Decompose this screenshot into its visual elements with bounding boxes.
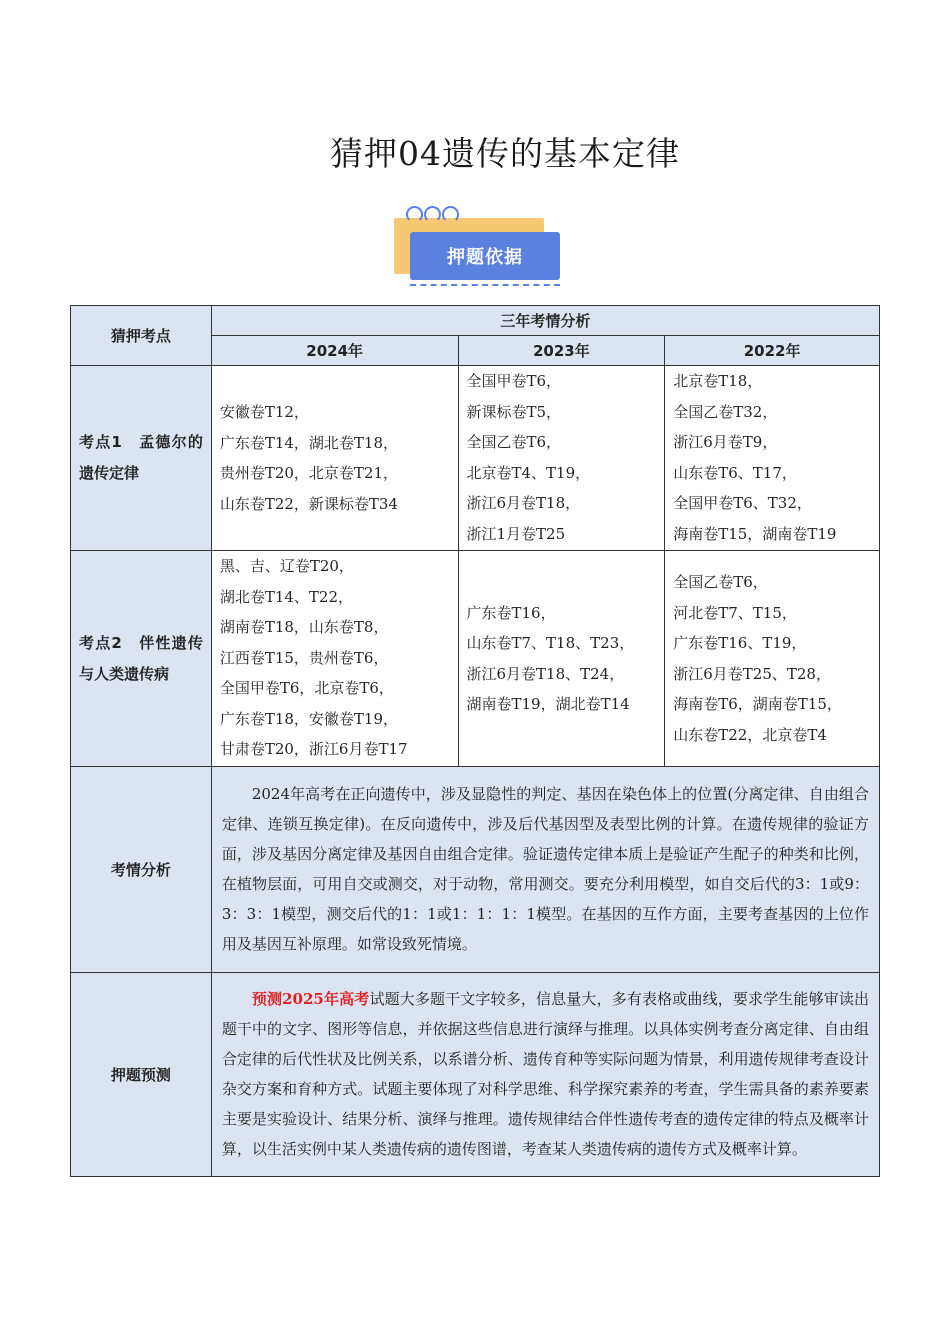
badge-dash-line	[410, 284, 560, 286]
table-row	[71, 366, 880, 551]
prediction-body: 试题大多题干文字较多，信息量大，多有表格或曲线，要求学生能够审读出题干中的文字、图形等信息，并依据这些信息进行演绎与推理。以具体实例考查分离定律、自由组合定律的后代性状及比例关系，以系谱分析、遗传育种等实际问题为情景，利用遗传规律考查设计杂交方案和育种方式。试题主要体现了对科学思维、科学探究素养的考查，学生需具备的素养要素主要是实验设计、结果分析、演绎与推理。遗传规律结合伴性遗传考查的遗传定律的特点及概率计算，以生活实例中某人类遗传病的遗传图谱，考查某人类遗传病的遗传方式及概率计算。	[221, 989, 869, 1158]
analysis-label: 考情分析	[71, 767, 212, 973]
badge-label: 押题依据	[410, 232, 560, 280]
prediction-highlight: 预测2025年高考	[251, 989, 370, 1008]
list-item: 山东卷T7、T18、T23，	[466, 634, 635, 652]
header-year-2023: 2023年	[458, 336, 665, 366]
list-item: 湖北卷T14、T22，	[219, 587, 354, 606]
ring-icon	[424, 206, 441, 223]
header-year-2024: 2024年	[211, 336, 458, 366]
topic-cell: 考点2 伴性遗传与人类遗传病	[71, 551, 212, 767]
ring-icon	[442, 206, 459, 223]
analysis-row	[71, 767, 880, 973]
list-item: 海南卷T6，湖南卷T15，	[673, 695, 842, 713]
header-year-2022: 2022年	[665, 336, 880, 366]
list-item: 全国甲卷T6，北京卷T6，	[219, 679, 394, 697]
list-item: 广东卷T18，安徽卷T19，	[219, 709, 399, 728]
list-item: 海南卷T15，湖南卷T19	[673, 524, 837, 543]
list-item: 浙江6月卷T9，	[673, 433, 778, 451]
list-2024	[211, 551, 458, 767]
list-item: 河北卷T7、T15，	[673, 603, 797, 622]
list-2022	[665, 551, 880, 767]
list-item: 全国乙卷T6，	[466, 433, 562, 451]
header-topic: 猜押考点	[71, 306, 212, 366]
list-item: 浙江6月卷T18，	[466, 494, 581, 512]
exam-analysis-table	[70, 305, 880, 1177]
list-item: 全国乙卷T6，	[673, 573, 768, 591]
list-item: 甘肃卷T20，浙江6月卷T17	[219, 740, 408, 758]
list-item: 湖南卷T19，湖北卷T14	[466, 695, 630, 713]
list-item: 山东卷T22，北京卷T4	[673, 725, 827, 744]
list-item: 广东卷T14，湖北卷T18，	[219, 433, 399, 452]
list-item: 北京卷T18，	[673, 372, 763, 390]
list-item: 浙江6月卷T18、T24，	[466, 664, 625, 683]
list-item: 全国乙卷T32，	[673, 402, 778, 421]
list-item: 北京卷T4、T19，	[466, 463, 591, 482]
ring-icon	[406, 206, 423, 223]
list-item: 湖南卷T18，山东卷T8，	[219, 618, 389, 636]
list-2022	[665, 366, 880, 551]
prediction-paragraph	[222, 984, 869, 1164]
list-item: 浙江1月卷T25	[466, 524, 566, 543]
list-item: 全国甲卷T6，	[466, 372, 562, 390]
list-2024	[211, 366, 458, 551]
list-item: 全国甲卷T6、T32，	[673, 494, 812, 512]
section-badge	[392, 204, 564, 286]
list-item: 广东卷T16，	[466, 603, 556, 622]
list-item: 江西卷T15，贵州卷T6，	[219, 648, 389, 667]
list-2023	[458, 551, 665, 767]
prediction-row	[71, 973, 880, 1177]
analysis-paragraph: 2024年高考在正向遗传中，涉及显隐性的判定、基因在染色体上的位置(分离定律、自由组合定律、连锁互换定律)。在反向遗传中，涉及后代基因型及表型比例的计算。在遗传规律的验证方面，涉及基因分离定律及基因自由组合定律。验证遗传定律本质上是验证产生配子的种类和比例，在植物层面，可用自交或测交，对于动物，常用测交。要充分利用模型，如自交后代的3：1或9：3：3：1模型，测交后代的1：1或1：1：1：1模型。在基因的互作方面，主要考查基因的上位作用及基因互补原理。如常设致死情境。	[221, 784, 869, 953]
table-row	[71, 551, 880, 767]
prediction-text-cell	[211, 973, 879, 1177]
list-item: 浙江6月卷T25、T28，	[673, 664, 831, 683]
list-item: 山东卷T6、T17，	[673, 463, 797, 482]
list-item: 新课标卷T5，	[466, 402, 562, 421]
header-three-year: 三年考情分析	[211, 306, 879, 336]
topic-cell: 考点1 孟德尔的遗传定律	[71, 366, 212, 551]
list-item: 安徽卷T12，	[219, 403, 309, 421]
list-2023	[458, 366, 665, 551]
analysis-text-cell	[211, 767, 879, 973]
prediction-label: 押题预测	[71, 973, 212, 1177]
page-title: 猜押04遗传的基本定律	[330, 134, 680, 173]
list-item: 贵州卷T20，北京卷T21，	[219, 464, 399, 482]
list-item: 广东卷T16、T19，	[673, 634, 807, 652]
list-item: 山东卷T22，新课标卷T34	[219, 494, 399, 513]
list-item: 黑、吉、辽卷T20，	[219, 557, 354, 575]
